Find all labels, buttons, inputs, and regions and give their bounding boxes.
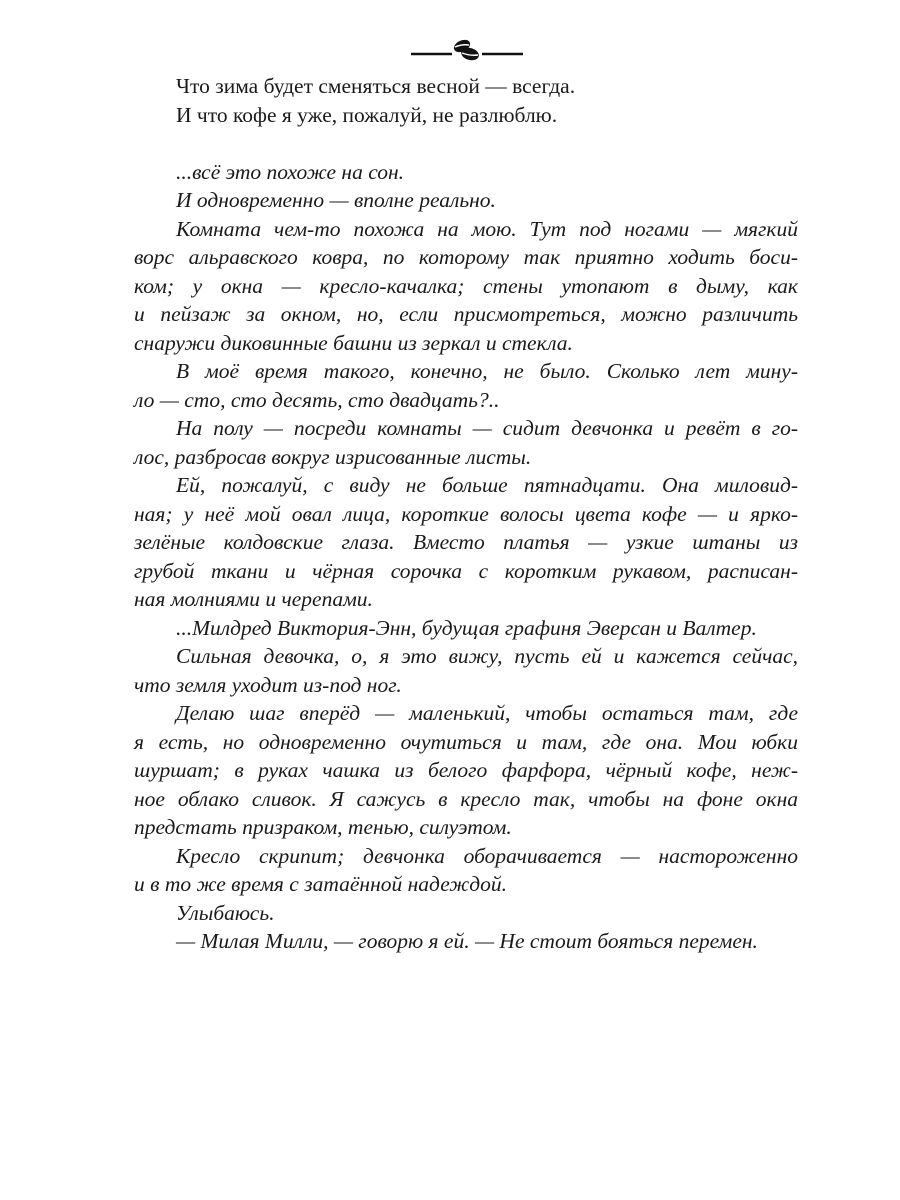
text-line: ло — сто, сто десять, сто двадцать?.. [134, 387, 500, 412]
text-line: ная молниями и черепами. [134, 587, 373, 611]
text-line: ...Милдред Виктория-Энн, будущая графиня Эверсан и Валтер. [176, 615, 757, 640]
text-line: грубой ткани и чёрная сорочка с коротким рукавом, расписан- [134, 558, 798, 583]
coffee-bean-icon [0, 24, 900, 64]
text-line: На полу — посреди комнаты — сидит девчонка и ревёт в го- [176, 416, 798, 440]
text-line: В моё время такого, конечно, не было. Сколько лет мину- [176, 359, 798, 383]
text-line: ная; у неё мой овал лица, короткие волосы цвета кофе — и ярко- [134, 501, 798, 526]
text-line: Кресло скрипит; девчонка оборачивается — настороженно [176, 843, 798, 868]
text-line: ...всё это похоже на сон. [176, 159, 404, 184]
text-line: лос, разбросав вокруг изрисованные листы. [134, 444, 532, 469]
text-line: Улыбаюсь. [176, 900, 275, 925]
text-line: Сильная девочка, о, я это вижу, пусть ей и кажется сейчас, [176, 644, 798, 668]
text-line: предстать призраком, тенью, силуэтом. [134, 815, 512, 839]
text-line: зелёные колдовские глаза. Вместо платья — узкие штаны из [134, 530, 798, 554]
text-line: ком; у окна — кресло-качалка; стены утопают в дыму, как [134, 273, 798, 298]
paragraph-gap [134, 129, 798, 158]
text-line: — Милая Милли, — говорю я ей. — Не стоит бояться перемен. [176, 929, 758, 953]
text-line: И что кофе я уже, пожалуй, не разлюблю. [176, 102, 558, 127]
text-line: ное облако сливок. Я сажусь в кресло так, чтобы на фоне окна [134, 786, 798, 811]
chapter-ornament [0, 24, 900, 64]
book-text [134, 72, 798, 956]
text-line: снаружи диковинные башни из зеркал и стекла. [134, 330, 573, 355]
text-line: я есть, но одновременно очутиться и там, где она. Мои юбки [134, 729, 798, 754]
text-line: что земля уходит из-под ног. [134, 672, 402, 697]
text-line: ворс альравского ковра, по которому так приятно ходить боси- [134, 245, 798, 269]
text-line: шуршат; в руках чашка из белого фарфора, чёрный кофе, неж- [134, 758, 798, 782]
text-line: Что зима будет сменяться весной — всегда. [176, 74, 576, 98]
text-line: Комната чем-то похожа на мою. Тут под ногами — мягкий [176, 216, 798, 241]
text-line: и в то же время с затаённой надеждой. [134, 872, 507, 896]
text-line: И одновременно — вполне реально. [176, 188, 496, 212]
text-line: и пейзаж за окном, но, если присмотреться, можно различить [134, 302, 798, 326]
text-line: Делаю шаг вперёд — маленький, чтобы остаться там, где [176, 701, 798, 725]
text-line: Ей, пожалуй, с виду не больше пятнадцати. Она миловид- [176, 473, 798, 497]
